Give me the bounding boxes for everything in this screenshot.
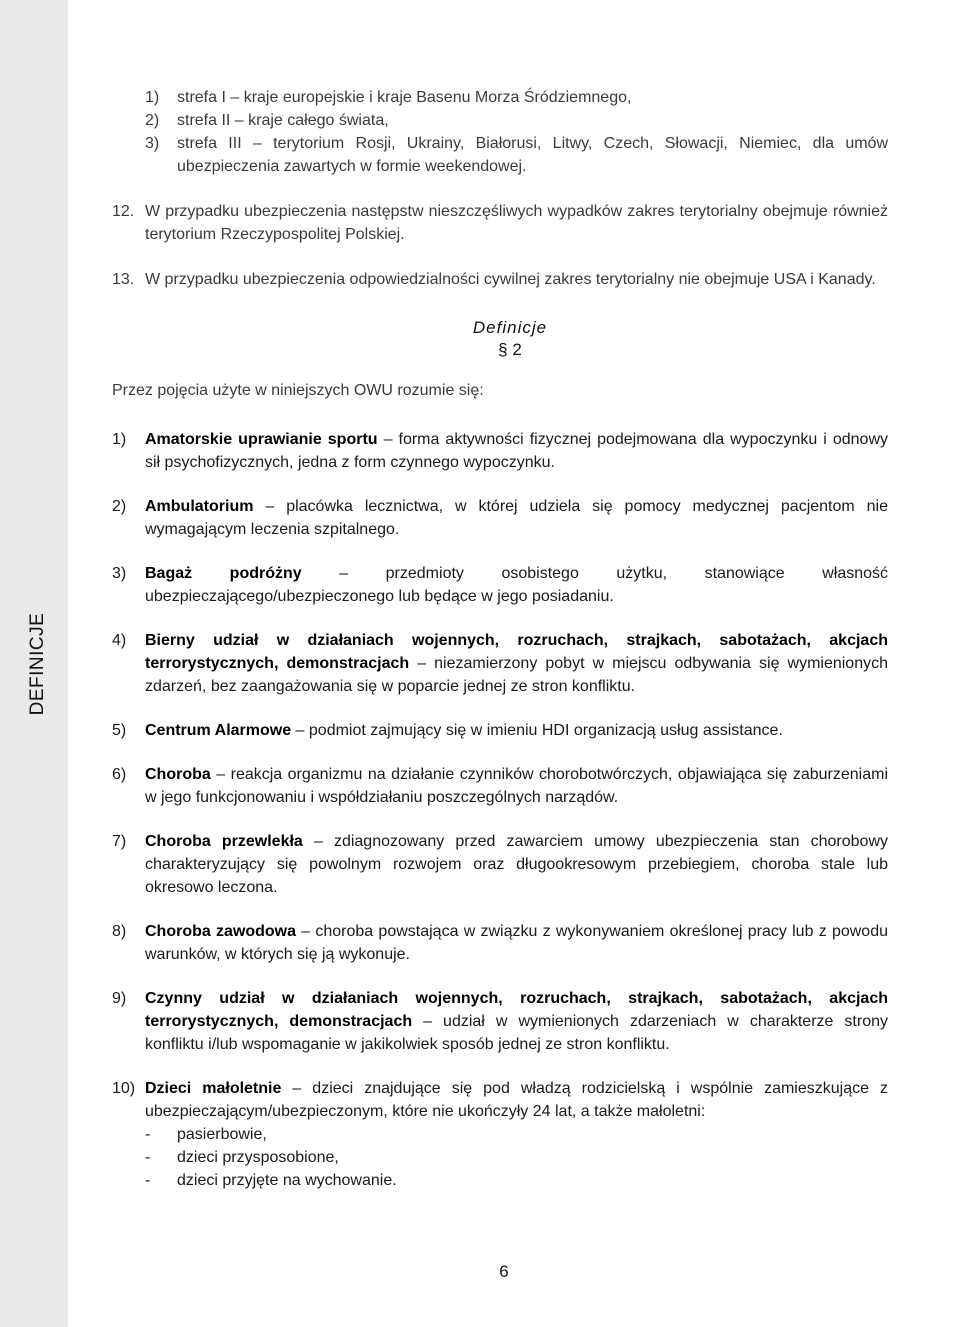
definition-number: 3)	[112, 565, 127, 582]
definition-item	[112, 830, 888, 899]
definition-desc: – zdiagnozowany przed zawarciem umowy ubezpieczenia stan chorobowy charakteryzujący się powolnym rozwojem oraz długookresowym przebiegiem, choroba stale lub okresowo leczona.	[145, 833, 888, 896]
definition-item	[112, 920, 888, 966]
dash-bullet: -	[145, 1172, 151, 1189]
clause-number: 12.	[112, 203, 135, 220]
definition-item	[112, 562, 888, 608]
definition-term: Centrum Alarmowe	[145, 722, 292, 739]
list-item	[145, 86, 888, 109]
definition-item	[112, 1077, 888, 1192]
side-tab-label: DEFINICJE	[27, 612, 48, 716]
list-item	[145, 132, 888, 178]
list-item-number: 2)	[145, 112, 160, 129]
dash-bullet: -	[145, 1149, 151, 1166]
definition-number: 8)	[112, 923, 127, 940]
list-item	[145, 1146, 888, 1169]
list-item-text: pasierbowie,	[177, 1126, 267, 1143]
definition-desc: – dzieci znajdujące się pod władzą rodzicielską i wspólnie zamieszkujące z ubezpieczającym/ubezpieczonym, które nie ukończyły 24 lat, a także małoletni:	[145, 1080, 889, 1120]
clause-12	[112, 200, 888, 246]
definition-desc: – podmiot zajmujący się w imieniu HDI organizacją usług assistance.	[291, 722, 783, 739]
definition-desc: – reakcja organizmu na działanie czynników chorobotwórczych, objawiająca się zaburzeniami w jego funkcjonowaniu i współdziałaniu poszczególnych narządów.	[145, 766, 888, 806]
definition-item	[112, 428, 888, 474]
page-number: 6	[499, 1262, 509, 1281]
definition-number: 2)	[112, 498, 127, 515]
definition-term: Ambulatorium	[145, 498, 254, 515]
definition-term: Choroba	[145, 766, 211, 783]
section-title: Definicje	[472, 318, 548, 337]
list-item	[145, 1169, 888, 1192]
definition-item	[112, 763, 888, 809]
definition-desc: – udział w wymienionych zdarzeniach w charakterze strony konfliktu i/lub wspomaganie w jakikolwiek sposób jednej ze stron konfliktu.	[145, 1013, 889, 1053]
definition-number: 6)	[112, 766, 127, 783]
definition-term: Amatorskie uprawianie sportu	[145, 431, 378, 448]
list-item-number: 1)	[145, 89, 160, 106]
side-tab	[0, 0, 68, 1327]
list-item-text: strefa III – terytorium Rosji, Ukrainy, Białorusi, Litwy, Czech, Słowacji, Niemiec, dla umów ubezpieczenia zawartych w formie weekendowej.	[177, 135, 888, 175]
dash-bullet: -	[145, 1126, 151, 1143]
definition-item	[112, 719, 888, 742]
clause-text: W przypadku ubezpieczenia odpowiedzialności cywilnej zakres terytorialny nie obejmuje USA i Kanady.	[145, 271, 876, 288]
minors-list	[145, 1123, 888, 1192]
definition-number: 9)	[112, 990, 127, 1007]
list-item-text: dzieci przysposobione,	[177, 1149, 339, 1166]
definition-desc: – choroba powstająca w związku z wykonywaniem określonej pracy lub z powodu warunków, w których się ją wykonuje.	[145, 923, 888, 963]
definition-term: Choroba zawodowa	[145, 923, 297, 940]
definition-item	[112, 987, 888, 1056]
clause-number: 13.	[112, 271, 135, 288]
list-item-text: strefa I – kraje europejskie i kraje Basenu Morza Śródziemnego,	[177, 89, 632, 106]
definition-term: Dzieci małoletnie	[145, 1080, 282, 1097]
definition-desc: – przedmioty osobistego użytku, stanowiące własność ubezpieczającego/ubezpieczonego lub będące w jego posiadaniu.	[145, 565, 889, 605]
definition-term: Czynny udział w działaniach wojennych, rozruchach, strajkach, sabotażach, akcjach terrorystycznych, demonstracjach	[145, 990, 888, 1030]
definition-desc: – forma aktywności fizycznej podejmowana dla wypoczynku i odnowy sił psychofizycznych, jedna z form czynnego wypoczynku.	[145, 431, 889, 471]
intro-text: Przez pojęcia użyte w niniejszych OWU rozumie się:	[112, 382, 484, 399]
list-item-number: 3)	[145, 135, 160, 152]
definition-desc: – placówka lecznictwa, w której udziela się pomocy medycznej pacjentom nie wymagającym leczenia szpitalnego.	[145, 498, 888, 538]
definition-list	[112, 428, 888, 1192]
definition-item	[112, 629, 888, 698]
definition-term: Bagaż podróżny	[145, 565, 302, 582]
zone-list	[112, 86, 888, 178]
definition-number: 5)	[112, 722, 127, 739]
definition-number: 7)	[112, 833, 127, 850]
definition-number: 10)	[112, 1080, 136, 1097]
section-paragraph-mark: § 2	[498, 340, 522, 359]
definition-number: 4)	[112, 632, 127, 649]
definition-item	[112, 495, 888, 541]
definition-number: 1)	[112, 431, 127, 448]
definition-term: Choroba przewlekła	[145, 833, 303, 850]
clause-text: W przypadku ubezpieczenia następstw nieszczęśliwych wypadków zakres terytorialny obejmuje również terytorium Rzeczypospolitej Polskiej.	[145, 203, 888, 243]
clause-13	[112, 268, 888, 291]
page-content	[112, 86, 888, 1192]
definition-desc: – niezamierzony pobyt w miejscu odbywania się wymienionych zdarzeń, bez zaangażowania się w poparcie jednej ze stron konfliktu.	[145, 655, 889, 695]
list-item-text: dzieci przyjęte na wychowanie.	[177, 1172, 397, 1189]
list-item	[145, 109, 888, 132]
definition-term: Bierny udział w działaniach wojennych, rozruchach, strajkach, sabotażach, akcjach terrorystycznych, demonstracjach	[145, 632, 888, 672]
list-item	[145, 1123, 888, 1146]
list-item-text: strefa II – kraje całego świata,	[177, 112, 389, 129]
